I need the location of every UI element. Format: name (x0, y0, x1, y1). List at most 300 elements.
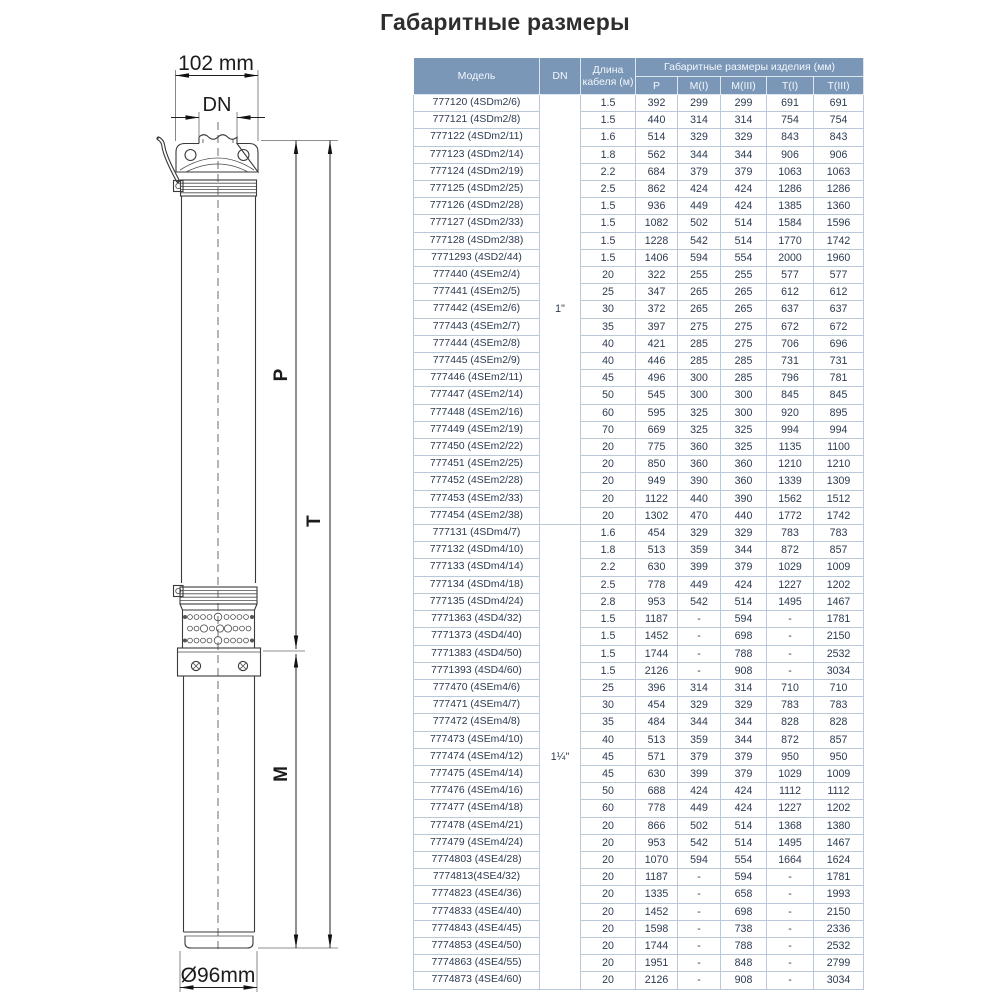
lifting-ear-hole-left (185, 150, 196, 161)
cable-length-cell: 35 (581, 714, 636, 731)
t3-cell: 857 (814, 731, 864, 748)
table-row (414, 593, 864, 610)
table-row (414, 507, 864, 524)
t3-cell: 1467 (814, 593, 864, 610)
t1-cell: 1286 (767, 181, 814, 198)
cable-length-cell: 45 (581, 370, 636, 387)
t1-cell: - (767, 662, 814, 679)
m1-cell: 329 (678, 129, 721, 146)
cable-length-cell: 20 (581, 869, 636, 886)
cable-length-cell: 60 (581, 404, 636, 421)
model-cell: 777479 (4SEm4/24) (414, 834, 540, 851)
t3-cell: 1512 (814, 490, 864, 507)
m3-cell: 299 (721, 95, 767, 112)
m1-cell: - (678, 937, 721, 954)
p-cell: 1228 (636, 232, 678, 249)
model-cell: 777454 (4SEm2/38) (414, 507, 540, 524)
cable-length-cell: 1.6 (581, 129, 636, 146)
p-cell: 1406 (636, 249, 678, 266)
model-cell: 777131 (4SDm4/7) (414, 525, 540, 542)
t3-cell: 845 (814, 387, 864, 404)
table-row (414, 267, 864, 284)
t3-cell: 857 (814, 542, 864, 559)
p-cell: 630 (636, 765, 678, 782)
t1-cell: 672 (767, 318, 814, 335)
m3-cell: 329 (721, 697, 767, 714)
p-cell: 454 (636, 697, 678, 714)
table-row (414, 628, 864, 645)
m1-cell: 470 (678, 507, 721, 524)
p-cell: 2126 (636, 972, 678, 989)
p-cell: 513 (636, 542, 678, 559)
model-cell: 777472 (4SEm4/8) (414, 714, 540, 731)
p-cell: 778 (636, 800, 678, 817)
cable-length-cell: 1.5 (581, 249, 636, 266)
t3-cell: 783 (814, 697, 864, 714)
cable-length-cell: 45 (581, 748, 636, 765)
table-row (414, 301, 864, 318)
t3-cell: 783 (814, 525, 864, 542)
m3-cell: 424 (721, 783, 767, 800)
cable-length-cell: 1.5 (581, 628, 636, 645)
t3-cell: 994 (814, 421, 864, 438)
t1-cell: - (767, 937, 814, 954)
cable-length-cell: 20 (581, 972, 636, 989)
p-cell: 684 (636, 163, 678, 180)
p-cell: 1070 (636, 851, 678, 868)
t3-cell: 1009 (814, 765, 864, 782)
table-header (414, 58, 864, 95)
m3-cell: 275 (721, 318, 767, 335)
table-row (414, 335, 864, 352)
t1-cell: 1227 (767, 800, 814, 817)
model-cell: 7771293 (4SD2/44) (414, 249, 540, 266)
t1-cell: 783 (767, 525, 814, 542)
p-cell: 484 (636, 714, 678, 731)
table-row (414, 370, 864, 387)
t1-cell: 1562 (767, 490, 814, 507)
t1-cell: 872 (767, 731, 814, 748)
dn-cell: 1¼" (540, 525, 581, 989)
model-cell: 777448 (4SEm2/16) (414, 404, 540, 421)
m1-cell: 594 (678, 851, 721, 868)
flange-screw-right (238, 661, 247, 670)
m1-cell: 300 (678, 370, 721, 387)
cable-length-cell: 2.2 (581, 559, 636, 576)
model-cell: 777125 (4SDm2/25) (414, 181, 540, 198)
model-cell: 777124 (4SDm2/19) (414, 163, 540, 180)
dimension-p (271, 141, 298, 650)
page-title: Габаритные размеры (380, 9, 630, 35)
cable-length-cell: 30 (581, 697, 636, 714)
t3-cell: 691 (814, 95, 864, 112)
m3-cell: 285 (721, 370, 767, 387)
m3-cell: 300 (721, 404, 767, 421)
model-cell: 777444 (4SEm2/8) (414, 335, 540, 352)
m3-cell: 390 (721, 490, 767, 507)
m3-cell: 379 (721, 748, 767, 765)
p-cell: 562 (636, 146, 678, 163)
model-cell: 7774843 (4SE4/45) (414, 920, 540, 937)
m3-cell: 514 (721, 232, 767, 249)
t1-cell: 1029 (767, 765, 814, 782)
m3-cell: 594 (721, 611, 767, 628)
p-cell: 392 (636, 95, 678, 112)
m3-cell: 344 (721, 542, 767, 559)
cable-length-cell: 1.5 (581, 95, 636, 112)
t3-cell: 1993 (814, 886, 864, 903)
table-row (414, 525, 864, 542)
cable-length-cell: 1.6 (581, 525, 636, 542)
t1-cell: 1112 (767, 783, 814, 800)
p-cell: 322 (636, 267, 678, 284)
m3-cell: 424 (721, 576, 767, 593)
m1-cell: 314 (678, 679, 721, 696)
p-label: P (271, 368, 292, 382)
m1-cell: 379 (678, 163, 721, 180)
p-cell: 630 (636, 559, 678, 576)
p-cell: 2126 (636, 662, 678, 679)
p-cell: 1951 (636, 955, 678, 972)
m1-cell: 299 (678, 95, 721, 112)
m1-cell: 449 (678, 198, 721, 215)
cable-length-cell: 50 (581, 783, 636, 800)
table-row (414, 903, 864, 920)
lifting-ear-hole-right (238, 150, 249, 161)
model-cell: 777122 (4SDm2/11) (414, 129, 540, 146)
model-cell: 777126 (4SDm2/28) (414, 198, 540, 215)
table-row (414, 972, 864, 989)
m1-cell: 329 (678, 525, 721, 542)
p-cell: 669 (636, 421, 678, 438)
p-cell: 454 (636, 525, 678, 542)
motor-body (184, 676, 255, 948)
cable-length-cell: 1.5 (581, 112, 636, 129)
m3-cell: 275 (721, 335, 767, 352)
t1-cell: 1495 (767, 834, 814, 851)
cable-length-cell: 20 (581, 439, 636, 456)
t1-cell: 950 (767, 748, 814, 765)
table-row (414, 318, 864, 335)
table-row (414, 886, 864, 903)
m1-cell: 265 (678, 284, 721, 301)
p-cell: 1598 (636, 920, 678, 937)
p-cell: 571 (636, 748, 678, 765)
t1-cell: 828 (767, 714, 814, 731)
p-cell: 778 (636, 576, 678, 593)
p-cell: 347 (636, 284, 678, 301)
cable-length-cell: 2.8 (581, 593, 636, 610)
cable-length-cell: 2.5 (581, 181, 636, 198)
m3-cell: 265 (721, 284, 767, 301)
t1-cell: 1135 (767, 439, 814, 456)
bottom-diameter-label: Ø96mm (180, 964, 256, 987)
m1-cell: 325 (678, 421, 721, 438)
t1-cell: - (767, 920, 814, 937)
t1-cell: 612 (767, 284, 814, 301)
cable-length-cell: 40 (581, 353, 636, 370)
t1-cell: - (767, 645, 814, 662)
m3-cell: 594 (721, 869, 767, 886)
t3-cell: 2150 (814, 628, 864, 645)
table-row (414, 181, 864, 198)
table-row (414, 645, 864, 662)
m3-cell: 514 (721, 817, 767, 834)
cable-length-cell: 20 (581, 267, 636, 284)
table-row (414, 869, 864, 886)
m1-cell: 265 (678, 301, 721, 318)
m1-cell: - (678, 972, 721, 989)
t1-cell: 994 (767, 421, 814, 438)
model-cell: 777120 (4SDm2/6) (414, 95, 540, 112)
pump-head (176, 144, 258, 173)
t1-cell: 1495 (767, 593, 814, 610)
t1-cell: 1664 (767, 851, 814, 868)
t1-cell: 872 (767, 542, 814, 559)
model-cell: 777449 (4SEm2/19) (414, 421, 540, 438)
m3-cell: 344 (721, 146, 767, 163)
table-row (414, 249, 864, 266)
m1-cell: 399 (678, 559, 721, 576)
header-p: P (636, 77, 678, 95)
t1-cell: - (767, 886, 814, 903)
m1-cell: 542 (678, 593, 721, 610)
cable-length-cell: 20 (581, 456, 636, 473)
p-cell: 595 (636, 404, 678, 421)
model-cell: 777121 (4SDm2/8) (414, 112, 540, 129)
coupling-flange (178, 648, 261, 676)
m1-cell: 300 (678, 387, 721, 404)
m3-cell: 848 (721, 955, 767, 972)
m1-cell: 344 (678, 146, 721, 163)
model-cell: 777133 (4SDm4/14) (414, 559, 540, 576)
cable-length-cell: 45 (581, 765, 636, 782)
cable-length-cell: 20 (581, 886, 636, 903)
model-cell: 777473 (4SEm4/10) (414, 731, 540, 748)
cable-length-cell: 20 (581, 937, 636, 954)
dimension-96mm (180, 951, 257, 992)
model-cell: 777132 (4SDm4/10) (414, 542, 540, 559)
top-width-label: 102 mm (178, 52, 254, 75)
table-row (414, 834, 864, 851)
m1-cell: 344 (678, 714, 721, 731)
m1-cell: 399 (678, 765, 721, 782)
dimension-t (304, 141, 332, 949)
dimension-m (271, 654, 298, 948)
upper-ribbed-band (174, 180, 257, 196)
p-cell: 1082 (636, 215, 678, 232)
m3-cell: 379 (721, 559, 767, 576)
cable-length-cell: 1.5 (581, 662, 636, 679)
m1-cell: 359 (678, 731, 721, 748)
m3-cell: 554 (721, 851, 767, 868)
table-body (414, 95, 864, 990)
m1-cell: 329 (678, 697, 721, 714)
p-cell: 440 (636, 112, 678, 129)
m3-cell: 329 (721, 129, 767, 146)
m3-cell: 285 (721, 353, 767, 370)
table-row (414, 473, 864, 490)
t1-cell: 637 (767, 301, 814, 318)
cable-length-cell: 30 (581, 301, 636, 318)
table-row (414, 662, 864, 679)
m3-cell: 314 (721, 112, 767, 129)
table-row (414, 542, 864, 559)
t3-cell: 843 (814, 129, 864, 146)
cable-length-cell: 20 (581, 490, 636, 507)
p-cell: 953 (636, 593, 678, 610)
t3-cell: 1960 (814, 249, 864, 266)
table-row (414, 611, 864, 628)
table-row (414, 284, 864, 301)
t3-cell: 1309 (814, 473, 864, 490)
t3-cell: 1624 (814, 851, 864, 868)
model-cell: 777443 (4SEm2/7) (414, 318, 540, 335)
t1-cell: 754 (767, 112, 814, 129)
table-row (414, 198, 864, 215)
t1-cell: 783 (767, 697, 814, 714)
m3-cell: 424 (721, 800, 767, 817)
p-cell: 1744 (636, 937, 678, 954)
t3-cell: 828 (814, 714, 864, 731)
table-row (414, 765, 864, 782)
t1-cell: 796 (767, 370, 814, 387)
model-cell: 777134 (4SDm4/18) (414, 576, 540, 593)
p-cell: 1187 (636, 611, 678, 628)
m3-cell: 554 (721, 249, 767, 266)
t1-cell: 710 (767, 679, 814, 696)
model-cell: 7771383 (4SD4/50) (414, 645, 540, 662)
table-row (414, 783, 864, 800)
model-cell: 777446 (4SEm2/11) (414, 370, 540, 387)
t1-cell: 706 (767, 335, 814, 352)
m1-cell: - (678, 662, 721, 679)
m1-cell: - (678, 645, 721, 662)
model-cell: 7771363 (4SD4/32) (414, 611, 540, 628)
t3-cell: 906 (814, 146, 864, 163)
p-cell: 953 (636, 834, 678, 851)
model-cell: 777451 (4SEm2/25) (414, 456, 540, 473)
t3-cell: 731 (814, 353, 864, 370)
t3-cell: 710 (814, 679, 864, 696)
model-cell: 7774853 (4SE4/50) (414, 937, 540, 954)
t3-cell: 1112 (814, 783, 864, 800)
cable-length-cell: 1.8 (581, 542, 636, 559)
cable-length-cell: 70 (581, 421, 636, 438)
cable-length-cell: 20 (581, 955, 636, 972)
cable-length-cell: 20 (581, 473, 636, 490)
m1-cell: 285 (678, 335, 721, 352)
model-cell: 7771373 (4SD4/40) (414, 628, 540, 645)
dn-label: DN (202, 94, 232, 116)
t1-cell: - (767, 611, 814, 628)
t1-cell: 843 (767, 129, 814, 146)
table-row (414, 714, 864, 731)
table-row (414, 851, 864, 868)
t3-cell: 754 (814, 112, 864, 129)
m1-cell: 542 (678, 232, 721, 249)
t1-cell: 577 (767, 267, 814, 284)
table-row (414, 748, 864, 765)
m1-cell: 449 (678, 576, 721, 593)
t3-cell: 1202 (814, 800, 864, 817)
cable-length-cell: 20 (581, 903, 636, 920)
model-cell: 7774803 (4SE4/28) (414, 851, 540, 868)
m3-cell: 514 (721, 215, 767, 232)
intake-screen (180, 604, 257, 648)
m3-cell: 344 (721, 714, 767, 731)
t1-cell: - (767, 972, 814, 989)
table-row (414, 95, 864, 112)
m1-cell: 502 (678, 817, 721, 834)
header-t1: T(I) (767, 77, 814, 95)
model-cell: 777478 (4SEm4/21) (414, 817, 540, 834)
m3-cell: 514 (721, 593, 767, 610)
table-row (414, 559, 864, 576)
p-cell: 372 (636, 301, 678, 318)
model-cell: 777442 (4SEm2/6) (414, 301, 540, 318)
m1-cell: 502 (678, 215, 721, 232)
t1-cell: 1339 (767, 473, 814, 490)
table-row (414, 731, 864, 748)
model-cell: 777475 (4SEm4/14) (414, 765, 540, 782)
t1-cell: 1029 (767, 559, 814, 576)
t1-cell: 691 (767, 95, 814, 112)
model-cell: 777470 (4SEm4/6) (414, 679, 540, 696)
m1-cell: 440 (678, 490, 721, 507)
t1-cell: 1227 (767, 576, 814, 593)
table-row (414, 146, 864, 163)
p-cell: 1744 (636, 645, 678, 662)
m1-cell: 255 (678, 267, 721, 284)
table-row (414, 937, 864, 954)
table-row (414, 353, 864, 370)
m-label: M (271, 766, 292, 782)
model-cell: 777476 (4SEm4/16) (414, 783, 540, 800)
header-cable-length: Длина кабеля (м) (581, 58, 636, 95)
m1-cell: 594 (678, 249, 721, 266)
table-row (414, 387, 864, 404)
m3-cell: 788 (721, 937, 767, 954)
model-cell: 777128 (4SDm2/38) (414, 232, 540, 249)
p-cell: 396 (636, 679, 678, 696)
m1-cell: 390 (678, 473, 721, 490)
cable-length-cell: 25 (581, 679, 636, 696)
m3-cell: 255 (721, 267, 767, 284)
m1-cell: 449 (678, 800, 721, 817)
t1-cell: 1770 (767, 232, 814, 249)
model-cell: 777445 (4SEm2/9) (414, 353, 540, 370)
t3-cell: 2532 (814, 937, 864, 954)
m3-cell: 440 (721, 507, 767, 524)
m1-cell: - (678, 920, 721, 937)
m1-cell: 360 (678, 439, 721, 456)
t3-cell: 672 (814, 318, 864, 335)
m1-cell: 275 (678, 318, 721, 335)
m1-cell: - (678, 955, 721, 972)
t3-cell: 1100 (814, 439, 864, 456)
p-cell: 850 (636, 456, 678, 473)
m3-cell: 424 (721, 198, 767, 215)
table-row (414, 576, 864, 593)
m3-cell: 379 (721, 163, 767, 180)
m1-cell: 359 (678, 542, 721, 559)
p-cell: 1452 (636, 628, 678, 645)
t3-cell: 1360 (814, 198, 864, 215)
t1-cell: 1385 (767, 198, 814, 215)
m3-cell: 300 (721, 387, 767, 404)
m3-cell: 738 (721, 920, 767, 937)
